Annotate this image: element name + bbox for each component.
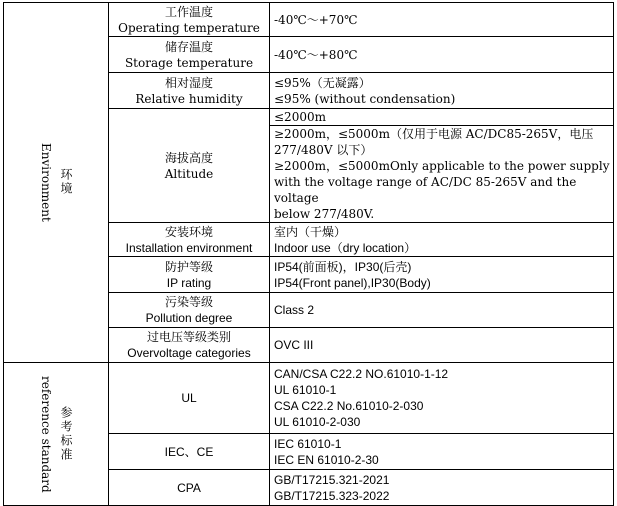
row-value: 室内（干燥） Indoor use（dry location） — [270, 223, 614, 257]
row-value: IEC 61010-1 IEC EN 61010-2-30 — [270, 434, 614, 470]
row-label: CPA — [109, 470, 270, 506]
environment-category-cell — [4, 3, 109, 363]
row-value: OVC III — [270, 328, 614, 363]
row-value: GB/T17215.321-2021 GB/T17215.323-2022 — [270, 470, 614, 506]
row-label: IEC、CE — [109, 434, 270, 470]
row-label: UL — [109, 363, 270, 434]
table-row — [4, 363, 614, 434]
spec-table — [3, 2, 614, 506]
row-label: 安装环境 Installation environment — [109, 223, 270, 257]
environment-category-zh: 环境 — [59, 168, 73, 197]
table-row — [4, 3, 614, 37]
row-label: 污染等级 Pollution degree — [109, 293, 270, 328]
row-label: 海拔高度 Altitude — [109, 109, 270, 223]
row-value: ≤95%（无凝露） ≤95% (without condensation) — [270, 73, 614, 109]
row-label: 防护等级 IP rating — [109, 257, 270, 293]
row-value: -40℃～+80℃ — [270, 37, 614, 73]
reference-category-zh: 参考标准 — [59, 405, 73, 462]
reference-category-en: reference standard — [39, 375, 53, 493]
row-value: CAN/CSA C22.2 NO.61010-1-12 UL 61010-1 CSA C22.2 No.61010-2-030 UL 61010-2-030 — [270, 363, 614, 434]
row-value: IP54(前面板)，IP30(后壳) IP54(Front panel),IP30(Body) — [270, 257, 614, 293]
row-label: 储存温度 Storage temperature — [109, 37, 270, 73]
row-value: ≤2000m ≥2000m，≤5000m（仅用于电源 AC/DC85-265V，电压 277/480V 以下） ≥2000m，≤5000mOnly applicable to the power supply with the voltage range of AC/DC 85-265V and the voltage below 277/480V. — [270, 109, 614, 223]
environment-category-en: Environment — [39, 143, 53, 222]
reference-category-cell — [4, 363, 109, 506]
row-value: -40℃～+70℃ — [270, 3, 614, 37]
row-label: 过电压等级类别 Overvoltage categories — [109, 328, 270, 363]
row-label: 相对湿度 Relative humidity — [109, 73, 270, 109]
row-value: Class 2 — [270, 293, 614, 328]
row-label: 工作温度 Operating temperature — [109, 3, 270, 37]
